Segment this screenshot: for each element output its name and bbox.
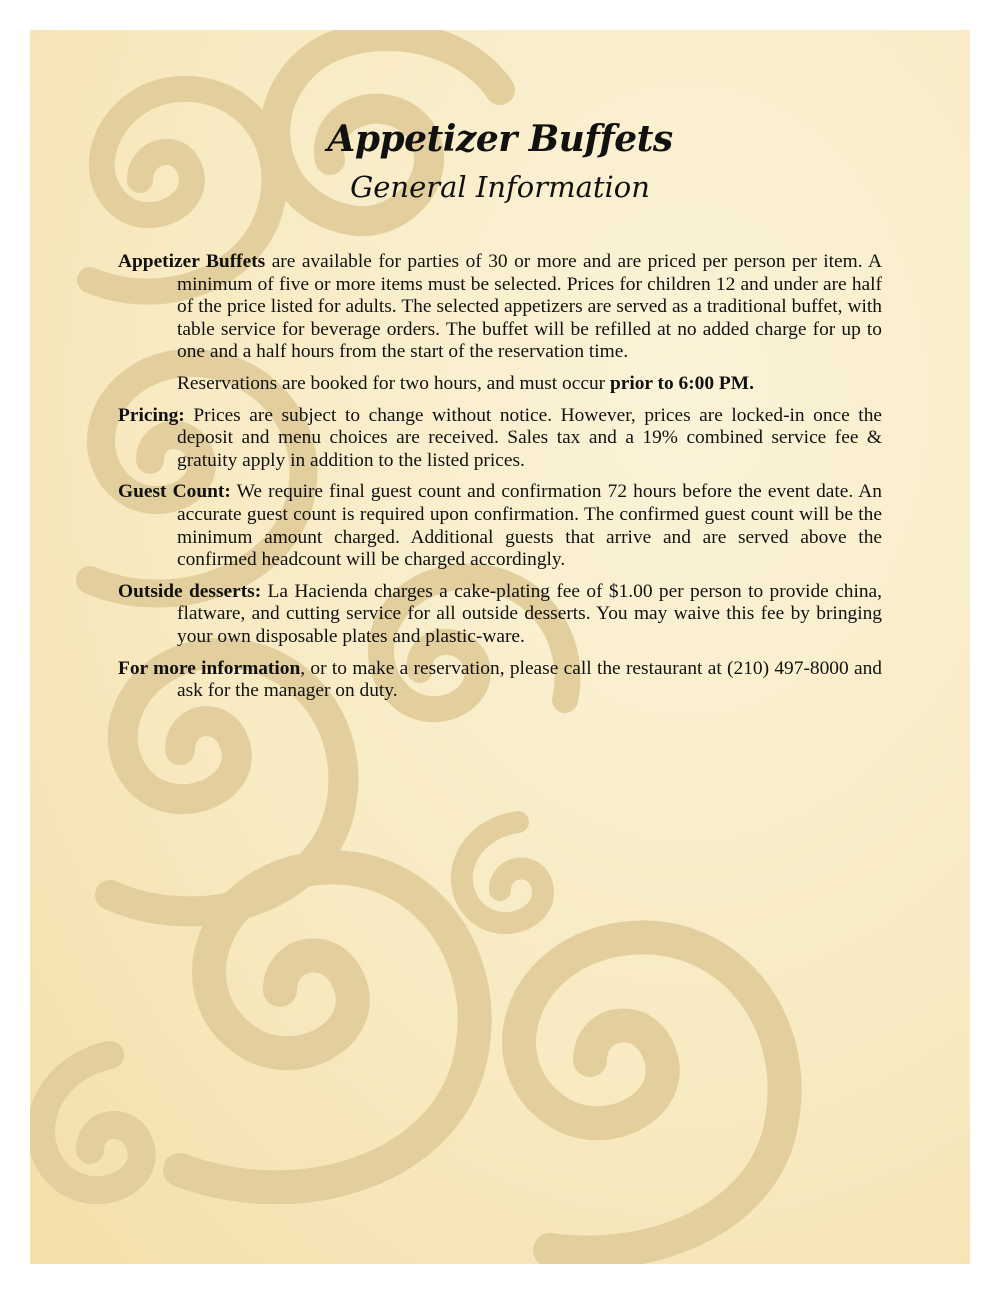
pricing-heading: Pricing: — [118, 404, 185, 426]
more-info-text: , or to make a reservation, please call the restaurant at (210) 497-8000 and ask for the manager on duty. — [177, 657, 883, 702]
pricing-text: Prices are subject to change without notice. However, prices are locked-in once the deposit and menu choices are received. Sales tax and a 19% combined service fee & gratuity apply in addition to the listed prices. — [177, 404, 882, 471]
guest-count-heading: Guest Count: — [118, 481, 231, 503]
reservations-deadline: prior to 6:00 PM. — [609, 372, 754, 394]
reservations-text: Reservations are booked for two hours, and must occur — [177, 372, 610, 394]
outside-desserts-heading: Outside desserts: — [118, 580, 262, 602]
reservations-paragraph — [118, 373, 882, 396]
intro-paragraph — [118, 251, 882, 364]
pricing-paragraph — [118, 405, 882, 473]
intro-text: are available for parties of 30 or more and are priced per person per item. A minimum of five or more items must be selected. Prices for children 12 and under are half of the price listed for adults. The selected appetizers are served as a traditional buffet, with table service for beverage orders. The buffet will be refilled at no added charge for up to one and a half hours from the start of the reservation time. — [177, 251, 882, 363]
page-title: Appetizer Buffets — [327, 118, 673, 160]
more-info-paragraph — [118, 658, 882, 703]
parchment-page — [30, 30, 970, 1264]
information-body — [118, 251, 882, 712]
intro-heading: Appetizer Buffets — [118, 251, 266, 272]
guest-count-text: We require final guest count and confirmation 72 hours before the event date. An accurate guest count is required upon confirmation. The confirmed guest count will be the minimum amount charged. Additional guests that arrive and are served above the confirmed headcount will be charged accordingly. — [177, 481, 882, 571]
outside-desserts-paragraph — [118, 581, 882, 649]
outside-desserts-text: La Hacienda charges a cake-plating fee of $1.00 per person to provide china, flatware, and cutting service for all outside desserts. You may waive this fee by bringing your own disposable plates and plastic-ware. — [177, 580, 882, 647]
guest-count-paragraph — [118, 481, 882, 571]
more-info-heading: For more information — [118, 657, 301, 679]
page-subtitle: General Information — [350, 170, 650, 204]
